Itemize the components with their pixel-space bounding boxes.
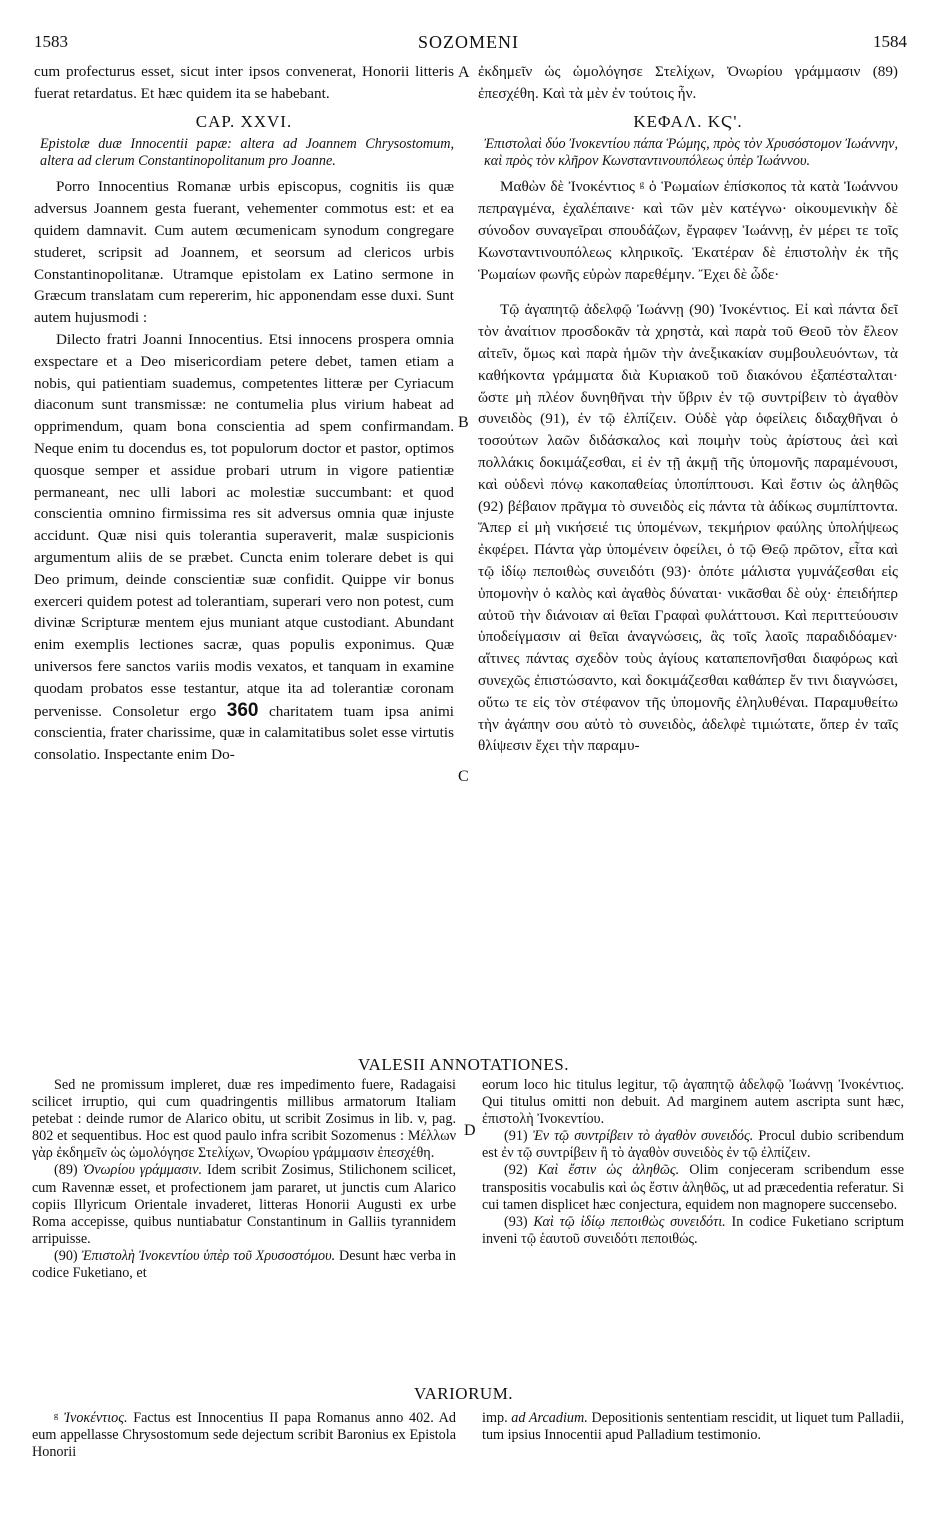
note-number: (91) [504, 1128, 528, 1145]
note-text-a: imp. [482, 1410, 508, 1426]
page-number-right: 1584 [873, 32, 907, 51]
section-marker-b: B [458, 414, 469, 431]
note-lemma: ad Arcadium. [511, 1410, 588, 1426]
note-text: Olim conjeceram scribendum esse transpositis vocabulis καὶ ὡς ἔστιν ἀληθῶς, ut ad præcedentia referatur. Si cui tamen displicet hæc conjectura, equidem non magnopere succensebo. [482, 1162, 904, 1213]
note-text-b: Depositionis sententiam rescidit, ut liquet tum Palladii, tum ipsius Innocentii apud Palladium testimonio. [482, 1410, 904, 1444]
note-lemma: Ἐπιστολὴ Ἰνοκεντίου ὑπὲρ τοῦ Χρυσοστόμου. [81, 1247, 336, 1264]
valesii-note-90 [32, 1248, 456, 1282]
valesii-notes-right [482, 1077, 904, 1377]
valesii-note-91 [482, 1128, 904, 1162]
note-lemma: Ἰνοκέντιος. [63, 1410, 128, 1426]
variorum-note-g-cont [482, 1410, 904, 1444]
note-text: Factus est Innocentius II papa Romanus anno 402. Ad eum appellasse Chrysostomum sede dejectum scribit Baronius ex Epistola Honorii [32, 1410, 456, 1461]
running-header [30, 32, 907, 56]
greek-intro-text: ἐκδημεῖν ὡς ὡμολόγησε Στελίχων, Ὀνωρίου γράμμασιν (89) ἐπεσχέθη. Καὶ τὰ μὲν ἐν τούτοις ἦν. [478, 63, 898, 102]
note-lemma: Ὀνωρίου γράμμασιν. [82, 1162, 203, 1179]
latin-intro-text: cum profecturus esset, sicut inter ipsos convenerat, Honorii litteris fuerat retardatus. Et hæc quidem ita se habebant. [34, 63, 454, 102]
variorum-note-left [32, 1410, 456, 1470]
section-marker-d: D [464, 1122, 476, 1139]
variorum-heading: VARIORUM. [413, 1384, 514, 1403]
variorum-note-right [482, 1410, 904, 1470]
latin-paragraph-1: Porro Innocentius Romanæ urbis episcopus, cognitis iis quæ adversus Joannem gesta fuerant, vehementer commotus est: et ea quidem damnavit. Cum autem œcumenicam synodum congregare studeret, scripsit ad Joannem, et seorsum ad clericos urbis Constantinopolitanæ. Utramque epistolam ex Latino sermone in Græcum translatam cum repererim, hic apponendam esse duxi. Sunt autem hujusmodi : [34, 178, 454, 327]
note-lemma: Καὶ τῷ ἰδίῳ πεποιθὼς συνειδότι. [533, 1213, 726, 1230]
variorum-note-g [32, 1410, 456, 1461]
greek-column [478, 61, 898, 1051]
note-number: (92) [504, 1162, 528, 1179]
valesii-note-93 [482, 1214, 904, 1248]
page-number-left: 1583 [34, 32, 68, 51]
greek-chapter-summary: Ἐπιστολαὶ δύο Ἰνοκεντίου πάπα Ῥώμης, πρὸς τὸν Χρυσόστομον Ἰωάννην, καὶ πρὸς τὸν κλῆρον Κωνσταντινουπόλεως ὑπὲρ Ἰωάννου. [484, 136, 898, 170]
latin-paragraph-2-text-b: charitatem tuam ipsa animi conscientia, frater charissime, quæ in calamitatibus solet esse virtutis consolatio. Inspectante enim Do- [34, 702, 454, 764]
latin-paragraph-2-text-a: Dilecto fratri Joanni Innocentius. Etsi innocens prospera omnia exspectare et a Deo misericordiam petere debet, tamen etiam a nobis, qui patientiam suademus, competentes litteræ per Cyriacum diaconum sunt transmissæ: ne contumelia plus virium habeat ad opprimendum, quam bona conscientia ad spem confirmandam. Neque enim tu docendus es, tot populorum doctor et pastor, optimos quosque semper et assidue probari utrum in vigore patientiæ permaneant, nec ulli labori ac molestiæ succumbant: et quod conscientia omnino firmissima res sit adversus omnia quæ injuste accidunt. Quæ nisi quis tolerantia superaverit, malæ suspicionis argumentum aliis de se præbet. Cuncta enim tolerare debet is qui Deo primum, deinde conscientiæ suæ confidit. Quippe vir bonus exerceri quidem potest ad tolerantiam, superari vero non potest, cum divinæ Scripturæ mentem ejus muniant atque custodiant. Abundant enim exemplis lectiones sacræ, quas populis exponimus. Quæ universos fere sanctos variis modis vexatos, et tanquam in examine quodam probatos esse testantur, atque ita ad tolerantiæ coronam pervenisse. Consoletur ergo [34, 330, 454, 720]
valesii-notes-left [32, 1077, 456, 1377]
note-lemma: Καὶ ἔστιν ὡς ἀληθῶς. [537, 1162, 680, 1179]
column-number: 360 [226, 699, 259, 721]
note-text: Desunt hæc verba in codice Fuketiano, et [32, 1247, 456, 1282]
valesii-annotations-heading: VALESII ANNOTATIONES. [358, 1055, 569, 1074]
latin-column [34, 61, 454, 1051]
greek-paragraph-2: Τῷ ἀγαπητῷ ἀδελφῷ Ἰωάννῃ (90) Ἰνοκέντιος. Εἰ καὶ πάντα δεῖ τὸν ἀναίτιον προσδοκᾶν τὰ χρηστὰ, καὶ παρὰ τοῦ Θεοῦ τὸν ἔλεον αἰτεῖν, ὅμως καὶ παρὰ ἡμῶν τὴν ἀνεξικακίαν συμβουλευόντων, τὰ καθήκοντα γράμματα διὰ Κυριακοῦ τοῦ διακόνου ἐξαπέσταλται· ὥστε μὴ πλέον δυνηθῆναι τὴν ὕβριν ἐν τῷ συντρίβειν τὸ ἀγαθὸν συνειδὸς (91), ἐν τῷ ἐλπίζειν. Οὐδὲ γὰρ ὀφείλεις διδαχθῆναι ὁ τοσούτων λαῶν διδάσκαλος καὶ ποιμὴν τοὺς ἀρίστους ἀεὶ καὶ πολλάκις δοκιμάζεσθαι, εἰ ἐν τῇ ἀκμῇ τῆς ὑπομονῆς παραμένουσι, καὶ οὐδενὶ πόνῳ κακοπαθείας ὑποπίπτουσι. Καὶ ἔστιν ὡς ἀληθῶς (92) βέβαιον πρᾶγμα τὸ συνειδὸς εἰς πάντα τὰ ἀδίκως συμπίπτοντα. Ἅπερ εἰ μὴ νικήσειέ τις ὑπομένων, τεκμήριον φαύλης ὑπολήψεως ἐκφέρει. Πάντα γὰρ ὑπομένειν ὀφείλει, ὁ τῷ Θεῷ πρῶτον, εἶτα καὶ τῷ ἰδίῳ πεποιθὼς συνειδότι (93)· ὁπότε μάλιστα γυμνάζεσθαι εἰς ὑπομονὴν ὁ καλὸς καὶ ἀγαθὸς δύναται· νικᾶσθαι δὲ οὐχ· ἐπειδήπερ αὐτοῦ τὴν διάνοιαν αἱ θεῖαι Γραφαὶ φυλάττουσι. Καὶ περιττεύουσιν ὑποδείγμασιν αἱ θεῖαι ἀναγνώσεις, ἃς τοῖς λαοῖς παραδιδόαμεν· αἵτινες πάντας σχεδὸν τοὺς ἁγίους καταπεπονῆσθαι διαφόρως καὶ συνεχῶς ἐπιστώσαντο, καὶ δοκιμάζεσθαι καθάπερ ἔν τινι διαγνώσει, οὕτω τε εἰς τὸν στέφανον τῆς ὑπομονῆς ἐληλυθέναι. Παραμυθείτω τὴν ἀγάπην σου αὐτὸ τὸ συνειδὸς, ἀδελφὲ τιμιώτατε, ὅπερ ἐν ταῖς θλίψεσιν ἔχει τὴν παραμυ- [478, 301, 898, 755]
note-text: Idem scribit Zosimus, Stilichonem scilicet, cum Ravennæ esset, et profectionem jam pararet, ut junctis cum Alarico copiis Illyricum Orientale invaderet, litteras Honorii Augusti ex urbe Roma accepisse, quibus nuntiabatur Constantinum in Galliis tyrannidem arripuisse. [32, 1162, 456, 1247]
valesii-note-92 [482, 1162, 904, 1213]
note-lemma: Ἐν τῷ συντρίβειν τὸ ἀγαθὸν συνειδός. [532, 1128, 754, 1145]
greek-paragraph-gap [478, 285, 898, 299]
section-marker-c: C [458, 768, 469, 785]
section-marker-a: A [458, 64, 470, 81]
running-title: SOZOMENI [418, 32, 519, 52]
greek-chapter-heading: ΚΕΦΑΛ. ΚϚ'. [633, 111, 743, 131]
latin-paragraph-2 [34, 329, 454, 766]
latin-chapter-heading: CAP. XXVI. [195, 111, 293, 131]
valesii-note-90-cont: eorum loco hic titulus legitur, τῷ ἀγαπητῷ ἀδελφῷ Ἰωάννῃ Ἰνοκέντιος. Qui titulus omitti non debuit. Ad marginem autem ascripta sunt hæc, ἐπιστολὴ Ἰνοκεντίου. [482, 1077, 904, 1128]
greek-paragraph-1: Μαθὼν δὲ Ἰνοκέντιος ᵍ ὁ Ῥωμαίων ἐπίσκοπος τὰ κατὰ Ἰωάννου πεπραγμένα, ἐχαλέπαινε· καὶ τῶν μὲν κατέγνω· οἰκουμενικὴν δὲ σύνοδον συναγεῖραι σπουδάζων, ἔγραφεν Ἰωάννῃ, ἐν μέρει τε τοῖς Κωνσταντινουπόλεως κληρικοῖς. Ἑκατέραν δὲ ἐπιστολὴν ἐκ τῆς Ῥωμαίων φωνῆς εὑρὼν παρεθέμην. Ἔχει δὲ ὧδε· [478, 178, 898, 283]
note-number: (90) [54, 1247, 78, 1264]
note-number: (93) [504, 1213, 528, 1230]
valesii-note-89 [32, 1162, 456, 1247]
latin-chapter-summary: Epistolæ duæ Innocentii papæ: altera ad Joannem Chrysostomum, altera ad clerum Constantinopolitanum pro Joanne. [40, 136, 454, 170]
note-text: In codice Fuketiano scriptum inveni τῷ ἑαυτοῦ συνειδότι πεποιθώς. [482, 1213, 904, 1247]
valesii-note-intro: Sed ne promissum impleret, duæ res impedimento fuere, Radagaisi scilicet irruptio, qui cum quadringentis millibus armatorum Italiam petebat : deinde rumor de Alarico obitu, ut scribit Zosimus in lib. v, pag. 802 et sequentibus. Hoc est quod paulo infra scribit Sozomenus : Μέλλων γὰρ ἐκδημεῖν ὡς ὡμολόγησε Στελίχων, Ὀνωρίου γράμμασιν ἐπεσχέθη. [32, 1077, 456, 1162]
note-text: Procul dubio scribendum est ἐν τῷ συντρίβειν ἢ τὸ ἀγαθὸν συνειδὸς ἐν τῷ ἐλπίζειν. [482, 1128, 904, 1162]
note-mark: ᵍ [54, 1410, 59, 1426]
note-number: (89) [54, 1162, 78, 1179]
